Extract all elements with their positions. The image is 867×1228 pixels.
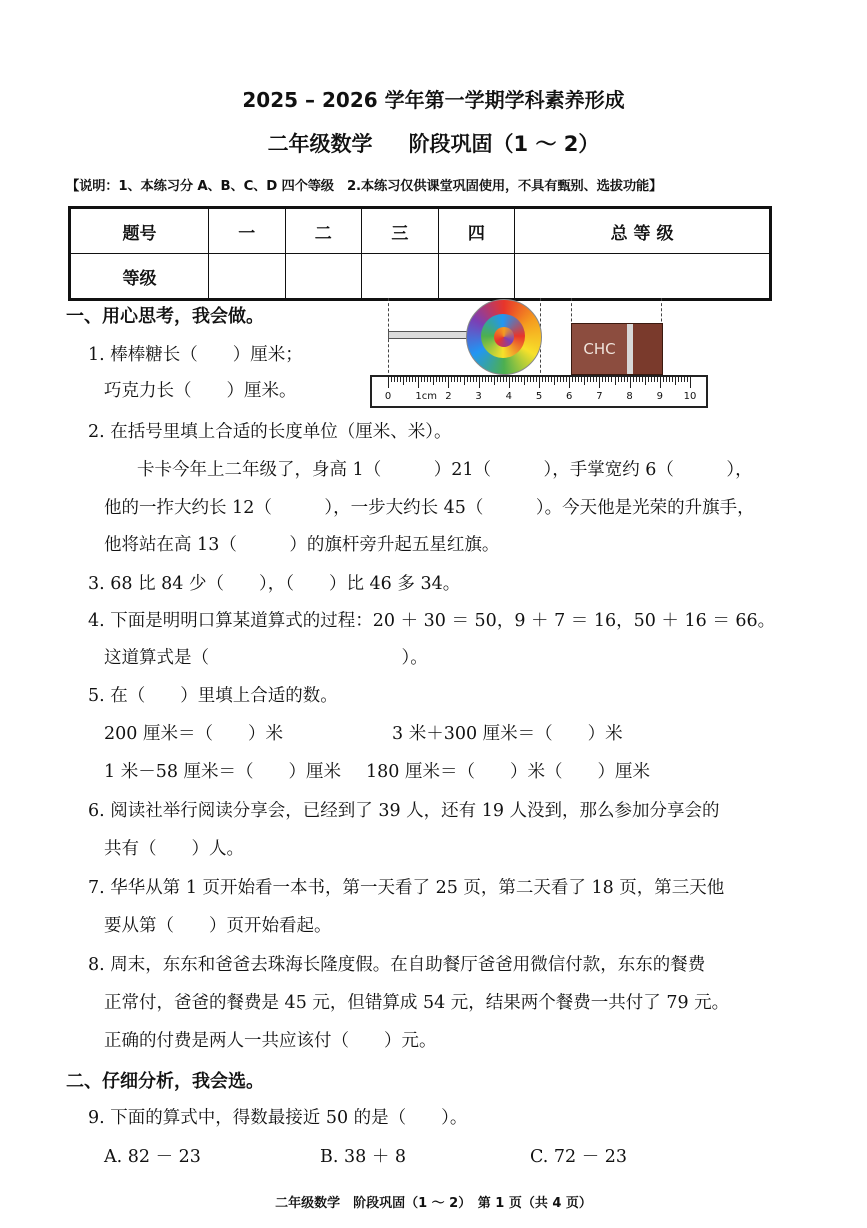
ruler-label: 9 xyxy=(656,391,663,402)
ruler-tick xyxy=(409,377,410,382)
ruler-tick xyxy=(584,377,585,385)
ruler-tick xyxy=(445,377,446,382)
table-cell: 四 xyxy=(438,208,515,254)
ruler-tick xyxy=(554,377,555,385)
ruler-tick xyxy=(412,377,413,382)
ruler-tick xyxy=(418,377,419,388)
ruler-tick xyxy=(467,377,468,382)
ruler-tick xyxy=(476,377,477,382)
ruler-tick xyxy=(624,377,625,382)
ruler-tick xyxy=(578,377,579,382)
ruler-tick xyxy=(642,377,643,382)
grade-entry-cell[interactable] xyxy=(438,254,515,300)
ruler-tick xyxy=(669,377,670,382)
chocolate-label: CHC xyxy=(572,324,629,374)
ruler-label: 5 xyxy=(535,391,543,402)
page-footer: 二年级数学 阶段巩固（1 ～ 2） 第 1 页（共 4 页） xyxy=(275,1196,592,1211)
question-9: 9. 下面的算式中，得数最接近 50 的是（ ）。 xyxy=(88,1108,468,1128)
question-2-line-4: 他将站在高 13（ ）的旗杆旁升起五星红旗。 xyxy=(104,535,500,555)
ruler-tick xyxy=(690,377,691,388)
ruler-tick xyxy=(678,377,679,382)
ruler-tick xyxy=(460,377,461,382)
ruler-tick xyxy=(645,377,646,385)
ruler-tick xyxy=(599,377,600,388)
ruler-tick xyxy=(605,377,606,382)
question-5-item-a: 200 厘米＝（ ）米 xyxy=(104,724,283,744)
ruler-label: 0 xyxy=(384,391,392,402)
ruler-tick xyxy=(424,377,425,382)
question-1-line-2: 巧克力长（ ）厘米。 xyxy=(104,381,297,401)
ruler-tick xyxy=(630,377,631,388)
ruler-tick xyxy=(596,377,597,382)
ruler-tick xyxy=(654,377,655,382)
unit-label: 阶段巩固（1 ～ 2） xyxy=(408,132,600,156)
ruler-tick xyxy=(648,377,649,382)
ruler-tick xyxy=(602,377,603,382)
ruler-tick xyxy=(684,377,685,382)
ruler-tick xyxy=(675,377,676,385)
ruler-tick xyxy=(439,377,440,382)
ruler-tick xyxy=(448,377,449,388)
ruler-tick xyxy=(436,377,437,382)
ruler-tick xyxy=(506,377,507,382)
ruler-tick xyxy=(539,377,540,388)
ruler-tick xyxy=(587,377,588,382)
ruler-tick xyxy=(608,377,609,382)
ruler-tick xyxy=(500,377,501,382)
question-2-line-2: 卡卡今年上二年级了，身高 1（ ）21（ ），手掌宽约 6（ ）， xyxy=(137,460,753,480)
option-c[interactable]: C. 72 － 23 xyxy=(530,1147,628,1167)
ruler-tick xyxy=(503,377,504,382)
table-cell: 等级 xyxy=(70,254,209,300)
ruler-tick xyxy=(442,377,443,382)
ruler-tick xyxy=(397,377,398,382)
ruler-tick xyxy=(636,377,637,382)
question-5-item-c: 1 米－58 厘米＝（ ）厘米 xyxy=(104,762,342,782)
ruler-tick xyxy=(672,377,673,382)
ruler-tick xyxy=(663,377,664,382)
question-6-line-1: 6. 阅读社举行阅读分享会，已经到了 39 人，还有 19 人没到，那么参加分享会的 xyxy=(88,801,720,821)
ruler-label: 6 xyxy=(566,391,573,402)
ruler-tick xyxy=(557,377,558,382)
ruler-label: 3 xyxy=(475,391,482,402)
option-b[interactable]: B. 38 ＋ 8 xyxy=(320,1147,407,1167)
question-4-line-2: 这道算式是（ ）。 xyxy=(104,648,428,668)
ruler-tick xyxy=(575,377,576,382)
question-8-line-3: 正确的付费是两人一共应该付（ ）元。 xyxy=(104,1031,437,1051)
exam-title: 2025 – 2026 学年第一学期学科素养形成 xyxy=(242,88,625,112)
ruler-tick xyxy=(388,377,389,388)
ruler-tick xyxy=(512,377,513,382)
question-5-item-b: 3 米＋300 厘米＝（ ）米 xyxy=(392,724,623,744)
grade-table-header-row xyxy=(70,208,771,254)
ruler-tick xyxy=(660,377,661,388)
question-3: 3. 68 比 84 少（ ），（ ）比 46 多 34。 xyxy=(88,574,461,594)
question-4-line-1: 4. 下面是明明口算某道算式的过程：20 ＋ 30 ＝ 50，9 ＋ 7 ＝ 16，50 ＋ 16 ＝ 66。 xyxy=(88,611,776,631)
ruler-tick xyxy=(581,377,582,382)
table-cell: 总 等 级 xyxy=(515,208,771,254)
ruler-tick xyxy=(488,377,489,382)
ruler-tick xyxy=(687,377,688,382)
ruler-tick xyxy=(618,377,619,382)
grade-table-grade-row xyxy=(70,254,771,300)
instructions-note: 【说明：1、本练习分 A、B、C、D 四个等级 2.本练习仅供课堂巩固使用，不具有甄别、选拔功能】 xyxy=(66,179,663,194)
question-7-line-1: 7. 华华从第 1 页开始看一本书，第一天看了 25 页，第二天看了 18 页，第三天他 xyxy=(88,878,725,898)
grade-entry-cell[interactable] xyxy=(209,254,286,300)
grade-entry-cell[interactable] xyxy=(515,254,771,300)
ruler-tick xyxy=(563,377,564,382)
ruler-tick xyxy=(427,377,428,382)
ruler-tick xyxy=(593,377,594,382)
question-7-line-2: 要从第（ ）页开始看起。 xyxy=(104,916,332,936)
question-2-line-1: 2. 在括号里填上合适的长度单位（厘米、米）。 xyxy=(88,422,452,442)
ruler-tick xyxy=(527,377,528,382)
ruler-tick xyxy=(400,377,401,382)
table-cell: 题号 xyxy=(70,208,209,254)
ruler-tick xyxy=(566,377,567,382)
ruler-tick xyxy=(633,377,634,382)
grade-table xyxy=(68,206,772,301)
question-5-item-d: 180 厘米＝（ ）米（ ）厘米 xyxy=(366,762,650,782)
ruler-tick xyxy=(421,377,422,382)
ruler-tick xyxy=(621,377,622,382)
section-2-heading: 二、仔细分析，我会选。 xyxy=(66,1071,264,1092)
ruler-tick xyxy=(497,377,498,382)
ruler-label: 8 xyxy=(626,391,633,402)
ruler-tick xyxy=(494,377,495,385)
ruler-tick xyxy=(391,377,392,382)
ruler-tick xyxy=(639,377,640,382)
question-8-line-2: 正常付，爸爸的餐费是 45 元，但错算成 54 元，结果两个餐费一共付了 79 元。 xyxy=(104,993,730,1013)
ruler-tick xyxy=(430,377,431,382)
ruler-tick xyxy=(521,377,522,382)
ruler-tick xyxy=(482,377,483,382)
ruler-tick xyxy=(627,377,628,382)
ruler-tick xyxy=(542,377,543,382)
table-cell: 二 xyxy=(285,208,362,254)
ruler-tick xyxy=(518,377,519,382)
ruler-tick xyxy=(651,377,652,382)
ruler-tick xyxy=(457,377,458,382)
table-cell: 一 xyxy=(209,208,286,254)
table-cell: 三 xyxy=(362,208,439,254)
ruler-tick xyxy=(615,377,616,385)
ruler-tick xyxy=(491,377,492,382)
section-1-heading: 一、用心思考，我会做。 xyxy=(66,306,264,327)
ruler-tick xyxy=(611,377,612,382)
ruler-tick xyxy=(403,377,404,385)
ruler-tick xyxy=(406,377,407,382)
ruler-tick xyxy=(536,377,537,382)
ruler-tick xyxy=(509,377,510,388)
ruler-tick xyxy=(464,377,465,385)
ruler-label: 4 xyxy=(505,391,512,402)
ruler-tick xyxy=(657,377,658,382)
question-1-line-1: 1. 棒棒糖长（ ）厘米； xyxy=(88,345,303,365)
ruler-tick xyxy=(470,377,471,382)
question-6-line-2: 共有（ ）人。 xyxy=(104,839,244,859)
ruler-label: 10 xyxy=(683,391,697,402)
question-5-line-1: 5. 在（ ）里填上合适的数。 xyxy=(88,686,338,706)
ruler-tick xyxy=(473,377,474,382)
grade-entry-cell[interactable] xyxy=(285,254,362,300)
grade-entry-cell[interactable] xyxy=(362,254,439,300)
chocolate-bar-icon xyxy=(571,323,663,375)
subject-label: 二年级数学 xyxy=(267,132,373,156)
ruler-tick xyxy=(569,377,570,388)
ruler-tick xyxy=(533,377,534,382)
ruler-tick xyxy=(666,377,667,382)
ruler-tick xyxy=(433,377,434,385)
ruler-tick xyxy=(530,377,531,382)
lollipop-icon xyxy=(466,299,542,375)
ruler-tick xyxy=(560,377,561,382)
ruler xyxy=(370,375,708,408)
ruler-tick xyxy=(548,377,549,382)
ruler-tick xyxy=(681,377,682,382)
ruler-tick xyxy=(394,377,395,382)
ruler-label: 7 xyxy=(596,391,603,402)
option-a[interactable]: A. 82 － 23 xyxy=(104,1147,201,1167)
ruler-tick xyxy=(590,377,591,382)
ruler-tick xyxy=(451,377,452,382)
question-2-line-3: 他的一拃大约长 12（ ），一步大约长 45（ ）。今天他是光荣的升旗手， xyxy=(104,498,755,518)
ruler-tick xyxy=(572,377,573,382)
ruler-illustration xyxy=(370,298,710,412)
ruler-tick xyxy=(454,377,455,382)
ruler-label: 1cm xyxy=(415,391,437,402)
ruler-tick xyxy=(551,377,552,382)
ruler-tick xyxy=(479,377,480,388)
ruler-tick xyxy=(415,377,416,382)
ruler-tick xyxy=(485,377,486,382)
exam-subtitle xyxy=(0,128,867,158)
question-8-line-1: 8. 周末，东东和爸爸去珠海长隆度假。在自助餐厅爸爸用微信付款，东东的餐费 xyxy=(88,955,706,975)
ruler-tick xyxy=(524,377,525,385)
ruler-tick xyxy=(545,377,546,382)
ruler-tick xyxy=(515,377,516,382)
ruler-label: 2 xyxy=(445,391,452,402)
